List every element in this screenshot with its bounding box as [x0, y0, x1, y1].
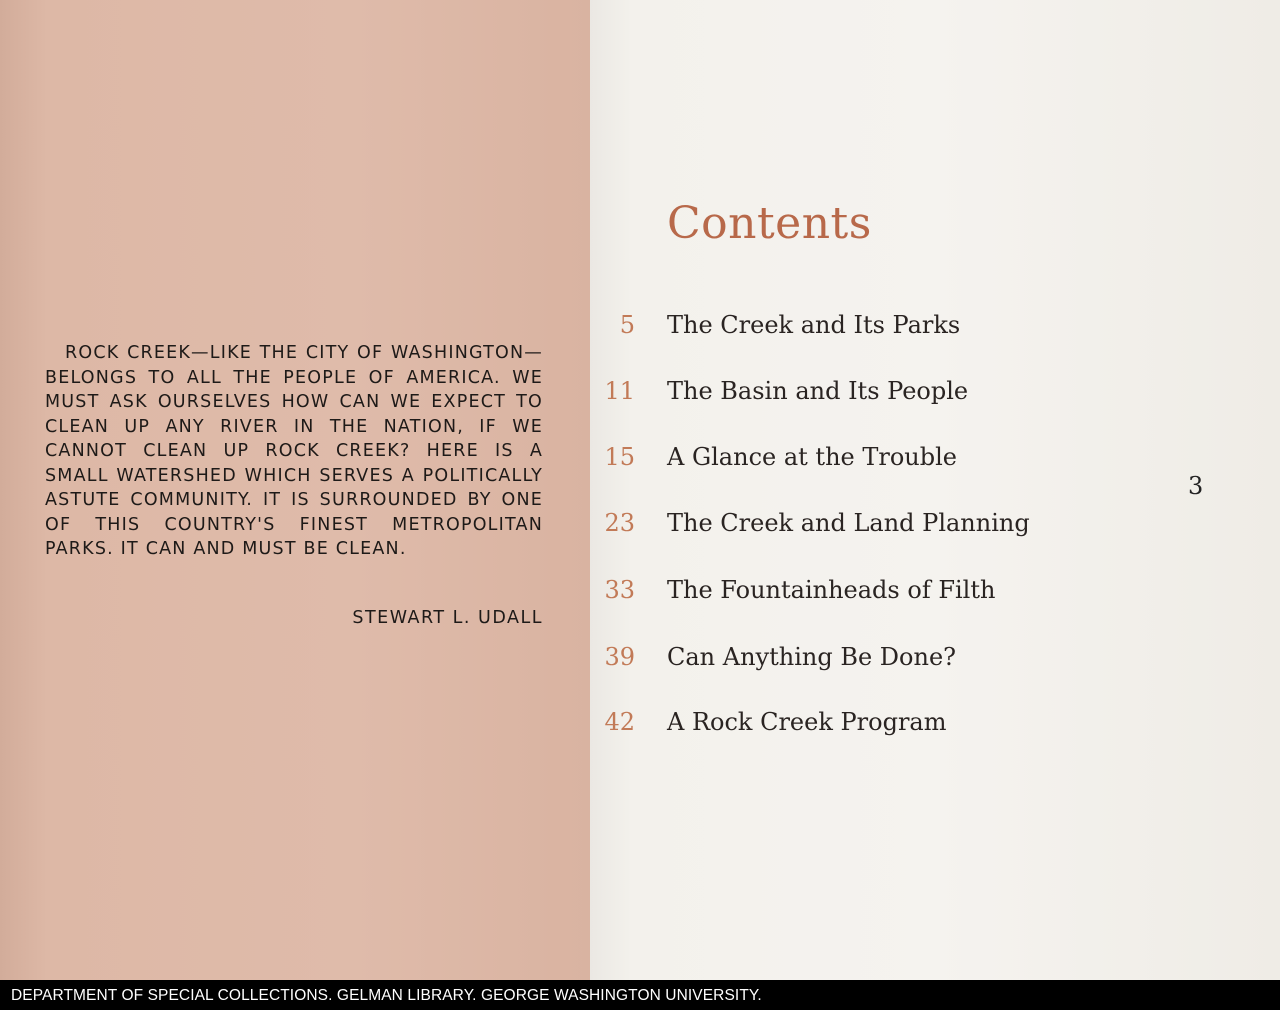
toc-entry[interactable] — [590, 509, 1190, 549]
toc-entry[interactable] — [590, 443, 1190, 483]
right-page — [590, 0, 1280, 980]
toc-chapter-title: Can Anything Be Done? — [667, 643, 957, 671]
footer-credit: DEPARTMENT OF SPECIAL COLLECTIONS. GELMAN LIBRARY. GEORGE WASHINGTON UNIVERSITY. — [11, 987, 762, 1004]
toc-page-number: 15 — [604, 443, 635, 471]
toc-page-number: 42 — [604, 708, 635, 736]
udall-quote — [45, 341, 543, 562]
toc-chapter-title: A Rock Creek Program — [667, 708, 947, 736]
toc-page-number: 33 — [604, 576, 635, 604]
toc-chapter-title: The Creek and Land Planning — [667, 509, 1030, 537]
toc-chapter-title: A Glance at the Trouble — [667, 443, 957, 471]
quote-text: ROCK CREEK—LIKE THE CITY OF WASHINGTON—BELONGS TO ALL THE PEOPLE OF AMERICA. WE MUST ASK OURSELVES HOW CAN WE EXPECT TO CLEAN UP ANY RIVER IN THE NATION, IF WE CANNOT CLEAN UP ROCK CREEK? HERE IS A SMALL WATERSHED WHICH SERVES A POLITICALLY ASTUTE COMMUNITY. IT IS SURROUNDED BY ONE OF THIS COUNTRY'S FINEST METROPOLITAN PARKS. IT CAN AND MUST BE CLEAN. — [45, 343, 543, 559]
toc-page-number: 39 — [604, 643, 635, 671]
toc-chapter-title: The Creek and Its Parks — [667, 311, 961, 339]
toc-entry[interactable] — [590, 708, 1190, 748]
left-page — [0, 0, 590, 980]
toc-chapter-title: The Basin and Its People — [667, 377, 969, 405]
footer-bar — [0, 980, 1280, 1010]
toc-page-number: 11 — [604, 377, 635, 405]
toc-entry[interactable] — [590, 643, 1190, 683]
toc-entry[interactable] — [590, 377, 1190, 417]
contents-heading: Contents — [667, 198, 872, 249]
toc-page-number: 5 — [619, 311, 635, 339]
toc-entry[interactable] — [590, 576, 1190, 616]
toc-chapter-title: The Fountainheads of Filth — [667, 576, 996, 604]
toc-page-number: 23 — [604, 509, 635, 537]
quote-attribution: STEWART L. UDALL — [352, 608, 543, 628]
page-number: 3 — [1188, 472, 1204, 500]
toc-entry[interactable] — [590, 311, 1190, 351]
